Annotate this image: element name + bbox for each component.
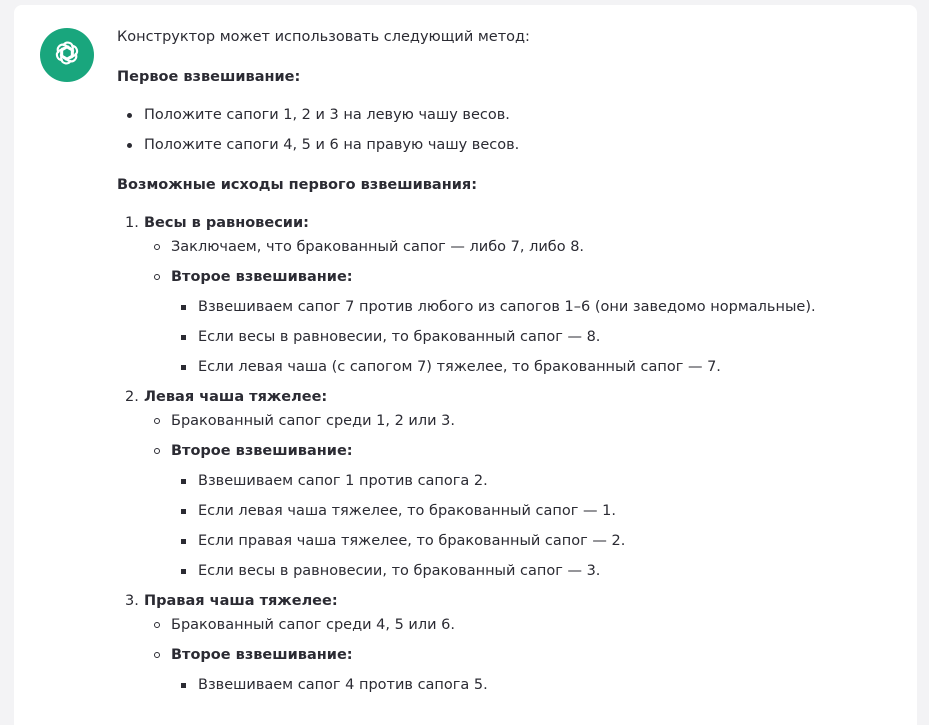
step-item: Взвешиваем сапог 4 против сапога 5. [171, 675, 897, 695]
step-item: Если весы в равновесии, то бракованный сапог — 3. [171, 561, 897, 581]
outcome-title: Правая чаша тяжелее: [144, 593, 338, 609]
outcome-conclusion: Бракованный сапог среди 4, 5 или 6. [144, 615, 897, 635]
outcome-details [144, 411, 897, 581]
second-weighing-title: Второе взвешивание: [171, 647, 353, 663]
outcome-item [117, 213, 897, 377]
message-content [117, 27, 897, 705]
step-item: Взвешиваем сапог 7 против любого из сапогов 1–6 (они заведомо нормальные). [171, 297, 897, 317]
second-weighing [144, 267, 897, 377]
second-weighing-steps [171, 297, 897, 377]
second-weighing-title: Второе взвешивание: [171, 443, 353, 459]
step-item: Если левая чаша тяжелее, то бракованный сапог — 1. [171, 501, 897, 521]
outcome-conclusion: Бракованный сапог среди 1, 2 или 3. [144, 411, 897, 431]
outcome-item [117, 591, 897, 695]
outcomes-list [117, 213, 897, 695]
openai-logo-icon [50, 36, 84, 74]
step-item: Взвешиваем сапог 1 против сапога 2. [171, 471, 897, 491]
assistant-message-card [14, 5, 917, 725]
first-weighing-title: Первое взвешивание: [117, 69, 301, 85]
outcome-item [117, 387, 897, 581]
outcome-number: 2. [125, 389, 139, 405]
step-item: Если левая чаша (с сапогом 7) тяжелее, то бракованный сапог — 7. [171, 357, 897, 377]
step-item: Если правая чаша тяжелее, то бракованный сапог — 2. [171, 531, 897, 551]
outcome-number: 1. [125, 215, 139, 231]
outcome-title: Левая чаша тяжелее: [144, 389, 328, 405]
first-weighing-list [117, 105, 897, 155]
second-weighing-steps [171, 675, 897, 695]
second-weighing [144, 441, 897, 581]
outcome-conclusion: Заключаем, что бракованный сапог — либо 7, либо 8. [144, 237, 897, 257]
second-weighing [144, 645, 897, 695]
outcome-details [144, 237, 897, 377]
assistant-avatar [40, 28, 94, 82]
list-item: Положите сапоги 4, 5 и 6 на правую чашу весов. [117, 135, 897, 155]
second-weighing-steps [171, 471, 897, 581]
outcome-title: Весы в равновесии: [144, 215, 309, 231]
outcomes-title: Возможные исходы первого взвешивания: [117, 177, 478, 193]
outcome-details [144, 615, 897, 695]
intro-text: Конструктор может использовать следующий метод: [117, 29, 530, 45]
outcome-number: 3. [125, 593, 139, 609]
second-weighing-title: Второе взвешивание: [171, 269, 353, 285]
step-item: Если весы в равновесии, то бракованный сапог — 8. [171, 327, 897, 347]
list-item: Положите сапоги 1, 2 и 3 на левую чашу весов. [117, 105, 897, 125]
